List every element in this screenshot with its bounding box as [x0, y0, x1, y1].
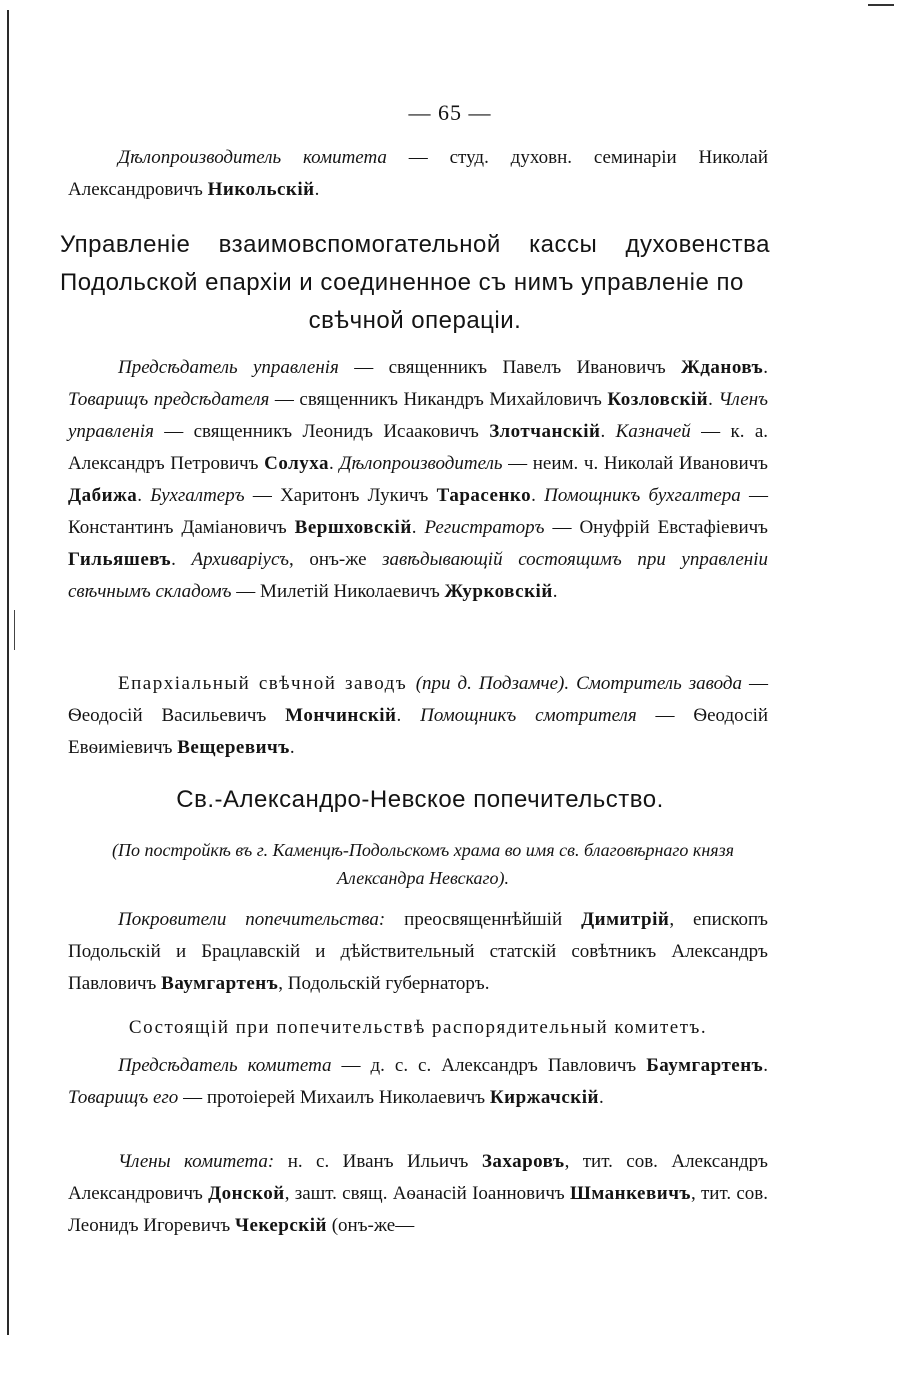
page-number: — 65 —	[408, 100, 492, 125]
body-text: — студ. духовн. семинаріи Николай Александровичъ	[68, 147, 768, 200]
section-heading-mutual-aid: Управленіе взаимовспомогательной кассы духовенства Подольской епархіи и соединенное съ нимъ управленіе по свѣчной операціи.	[60, 231, 770, 334]
corner-mark	[868, 4, 894, 18]
person-name: Никольскій	[207, 179, 315, 200]
section-subtitle: (По постройкѣ въ г. Каменцѣ-Подольскомъ храма во имя св. благовѣрнаго князя Александра Невскаго).	[111, 840, 735, 888]
paragraph-committee-chair: Предсѣдатель комитета — д. с. с. Александръ Павловичъ Баумгартенъ. Товарищъ его — протоіерей Михаилъ Николаевичъ Киржачскій.	[68, 1055, 768, 1108]
page-edge-line	[7, 10, 9, 1335]
role-text: Дѣлопроизводитель комитета	[118, 147, 387, 168]
paragraph-committee-members: Члены комитета: н. с. Иванъ Ильичъ Захаровъ, тит. сов. Александръ Александровичъ Донской, зашт. свящ. Аѳанасій Іоанновичъ Шманкевичъ, тит. сов. Леонидъ Игоревичъ Чекерскій (онъ-же—	[68, 1151, 769, 1236]
paragraph-board-members: Предсѣдатель управленія — священникъ Павелъ Ивановичъ Ждановъ. Товарищъ предсѣдателя — священникъ Никандръ Михайловичъ Козловскій. Членъ управленія — священникъ Леонидъ Исааковичъ Злотчанскій. Казначей — к. а. Александръ Петровичъ Солуха. Дѣлопроизводитель — неим. ч. Николай Ивановичъ Дабижа. Бухгалтеръ — Харитонъ Лукичъ Тарасенко. Помощникъ бухгалтера — Константинъ Даміановичъ Вершховскій. Регистраторъ — Онуфрій Евстафіевичъ Гильяшевъ. Архиваріусъ, онъ-же завѣдывающій состоящимъ при управленіи свѣчнымъ складомъ — Милетій Николаевичъ Журковскій.	[68, 357, 769, 602]
paragraph-patrons: Покровители попечительства: преосвященнѣйшій Димитрій, епископъ Подольскій и Брацлавскій и дѣйствительный статскій совѣтникъ Александръ Павловичъ Ваумгартенъ, Подольскій губернаторъ.	[68, 909, 768, 994]
paragraph-committee-clerk: Дѣлопроизводитель комитета — студ. духовн. семинаріи Николай Александровичъ Никольскій.	[68, 147, 768, 200]
paragraph-candle-factory: Епархіальный свѣчной заводъ (при д. Подзамче). Смотритель завода — Ѳеодосій Васильевичъ Мончинскій. Помощникъ смотрителя — Ѳеодосій Евѳиміевичъ Вещеревичъ.	[68, 673, 769, 758]
page-edge-mark	[14, 610, 15, 650]
paragraph-committee-title: Состоящій при попечительствѣ распорядительный комитетъ.	[128, 1017, 708, 1038]
section-heading-nevsky: Св.-Александро-Невское попечительство.	[176, 786, 664, 813]
